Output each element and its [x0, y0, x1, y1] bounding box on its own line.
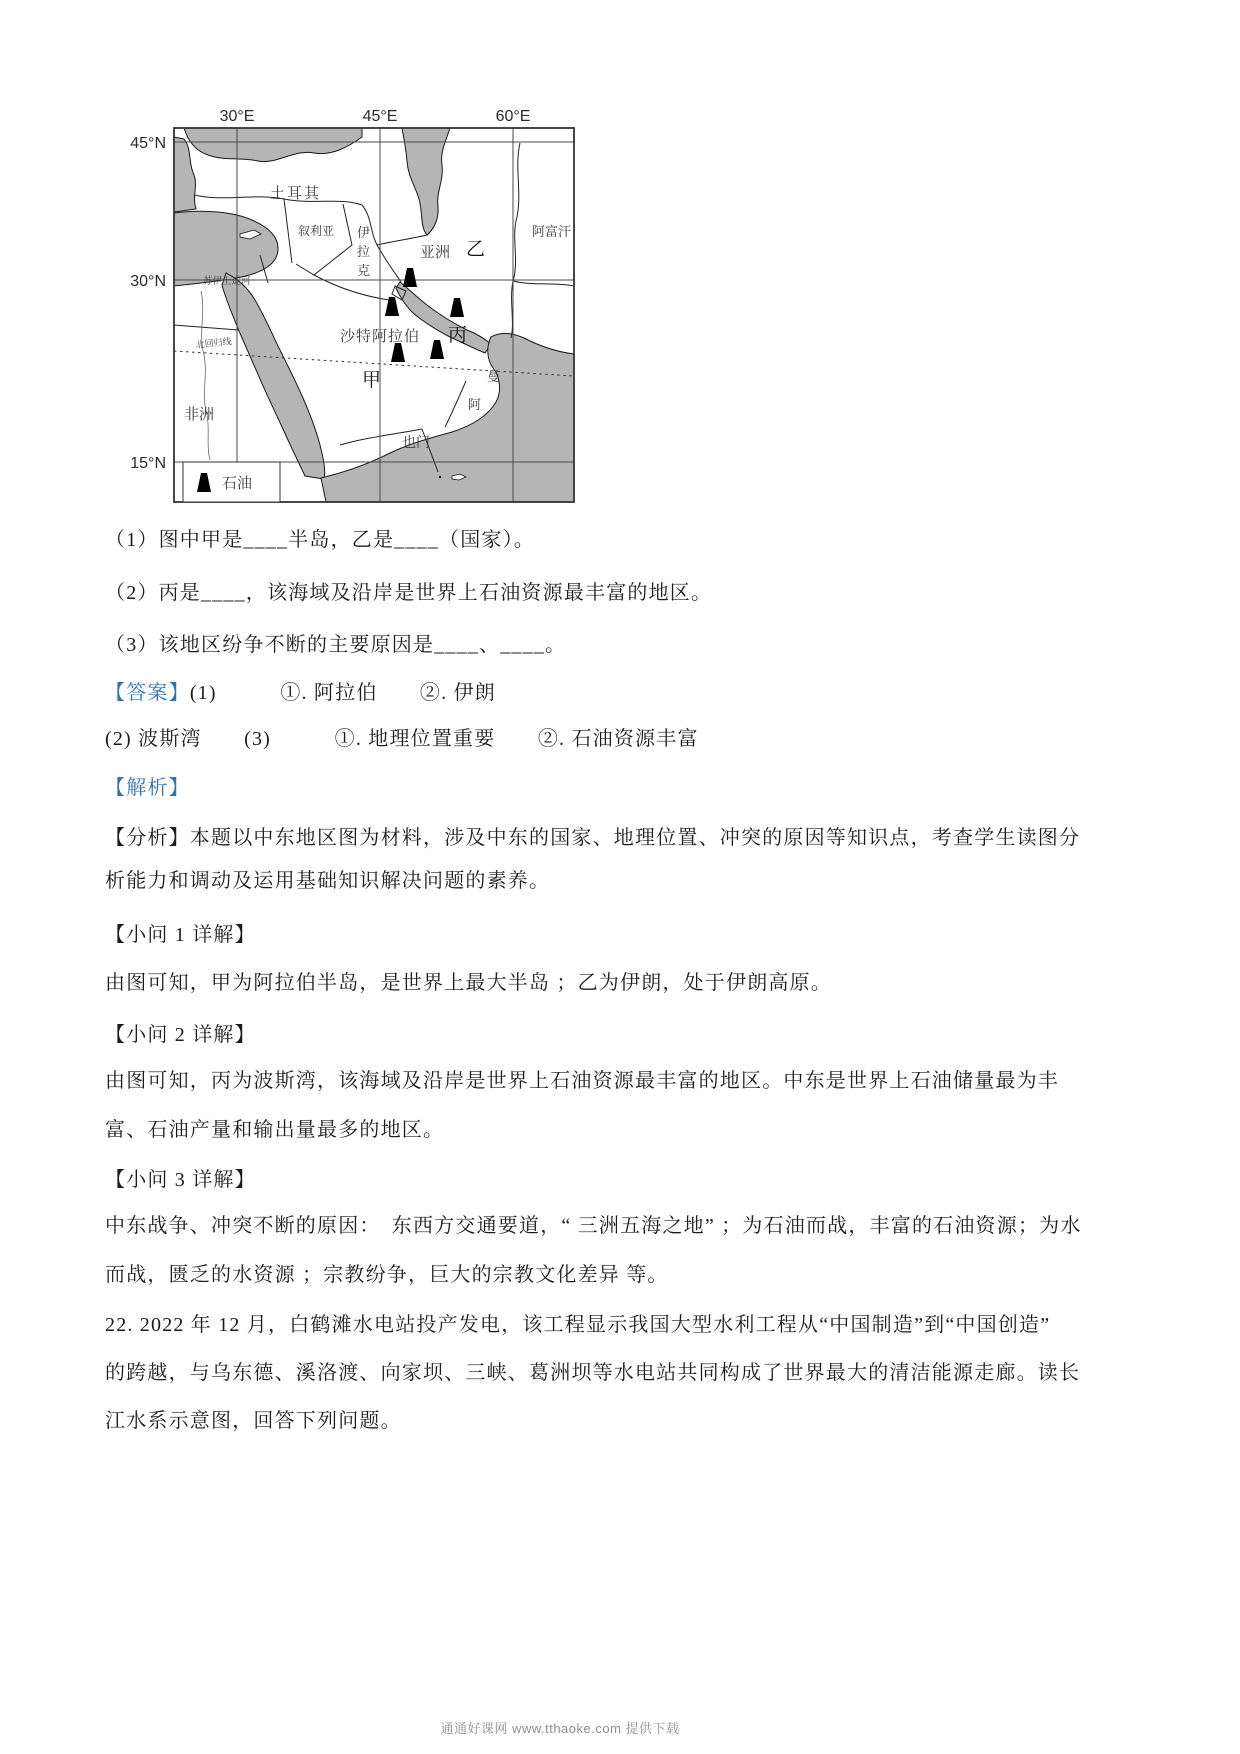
subquestion-3-header: 【小问 3 详解】: [105, 1169, 256, 1191]
question-1: （1）图中甲是____半岛，乙是____（国家）。: [105, 529, 535, 551]
answer-part-2: (2) 波斯湾 (3) ①. 地理位置重要 ②. 石油资源丰富: [105, 728, 699, 750]
lat-label-45n: 45°N: [130, 135, 166, 152]
analysis-header: 【解析】: [105, 777, 190, 799]
border-line: [445, 381, 466, 427]
label-tropic-of-cancer: 北回归线: [195, 336, 233, 350]
border-line: [511, 143, 520, 338]
aegean-sea-shape: [174, 137, 196, 212]
site-footer: 通通好课网 www.tthaoke.com 提供下载: [440, 1721, 680, 1736]
oil-derrick-icon: [391, 343, 405, 362]
subquestion-3-detail-line-2: 而战，匮乏的水资源 ；宗教纷争，巨大的宗教文化差异 等。: [105, 1264, 669, 1286]
lat-label-15n: 15°N: [130, 455, 166, 472]
label-marker-jia: 甲: [362, 370, 382, 391]
subquestion-3-detail-line-1: 中东战争、冲突不断的原因： 东西方交通要道，“ 三洲五海之地” ；为石油而战，丰富的石油资源；为水: [105, 1215, 1082, 1237]
border-line: [377, 235, 427, 245]
question-22-line-2: 的跨越，与乌东德、溪洛渡、向家坝、三峡、葛洲坝等水电站共同构成了世界最大的清洁能源走廊。读长: [105, 1362, 1081, 1384]
lon-label-30e: 30°E: [219, 108, 255, 125]
border-line: [296, 204, 352, 275]
small-island-dot: [439, 476, 441, 478]
black-sea-shape: [184, 128, 362, 162]
label-africa: 非洲: [184, 407, 215, 423]
border-line: [314, 275, 389, 300]
nile-river-line: [201, 291, 210, 460]
question-3: （3）该地区纷争不断的主要原因是____、____。: [105, 634, 567, 656]
oil-derrick-icon: [403, 268, 417, 287]
border-line: [284, 199, 292, 263]
caspian-sea-shape: [402, 128, 450, 235]
lon-label-60e: 60°E: [495, 108, 531, 125]
label-oman-char1: 曼: [487, 369, 501, 384]
label-oman-char2: 阿: [468, 397, 482, 412]
middle-east-map: [100, 85, 575, 505]
label-iraq-char1: 伊: [357, 225, 371, 240]
label-saudi-arabia: 沙特阿拉伯: [340, 329, 421, 345]
label-asia: 亚洲: [420, 245, 451, 261]
oil-derrick-icon: [430, 340, 444, 359]
label-marker-bing: 丙: [448, 325, 468, 346]
label-afghanistan: 阿富汗: [532, 224, 572, 239]
question-22-line-1: 22. 2022 年 12 月，白鹤滩水电站投产发电，该工程显示我国大型水利工程从“中国制造”到“中国创造”: [105, 1314, 1051, 1336]
subquestion-2-detail-line-1: 由图可知，丙为波斯湾，该海域及沿岸是世界上石油资源最丰富的地区。中东是世界上石油储量最为丰: [105, 1070, 1059, 1092]
lat-label-30n: 30°N: [130, 273, 166, 290]
subquestion-2-detail-line-2: 富、石油产量和输出量最多的地区。: [105, 1119, 445, 1141]
lon-label-45e: 45°E: [362, 108, 398, 125]
label-syria: 叙利亚: [298, 224, 335, 238]
subquestion-1-detail: 由图可知，甲为阿拉伯半岛，是世界上最大半岛 ；乙为伊朗，处于伊朗高原。: [105, 972, 832, 994]
label-iraq-char2: 拉: [357, 244, 371, 259]
legend-oil-label: 石油: [222, 476, 253, 492]
label-yemen: 也门: [402, 436, 430, 451]
question-22-line-3: 江水系示意图，回答下列问题。: [105, 1410, 402, 1432]
label-iraq-char3: 克: [357, 263, 371, 278]
border-line: [174, 325, 238, 330]
answer-part-1: 【答案】(1) ①. 阿拉伯 ②. 伊朗: [105, 682, 496, 704]
subquestion-2-header: 【小问 2 详解】: [105, 1024, 256, 1046]
oil-derrick-icon: [450, 298, 464, 317]
question-2: （2）丙是____，该海域及沿岸是世界上石油资源最丰富的地区。: [105, 582, 713, 604]
analysis-intro-line-2: 析能力和调动及运用基础知识解决问题的素养。: [105, 870, 551, 892]
analysis-intro-line-1: 【分析】本题以中东地区图为材料，涉及中东的国家、地理位置、冲突的原因等知识点，考查学生读图分: [105, 827, 1081, 849]
label-turkey: 土耳其: [270, 186, 322, 202]
border-line: [513, 281, 574, 286]
label-suez-canal: 苏伊士运河: [203, 277, 251, 287]
subquestion-1-header: 【小问 1 详解】: [105, 924, 256, 946]
arabian-sea-shape: [321, 333, 574, 502]
label-marker-yi: 乙: [466, 239, 486, 260]
